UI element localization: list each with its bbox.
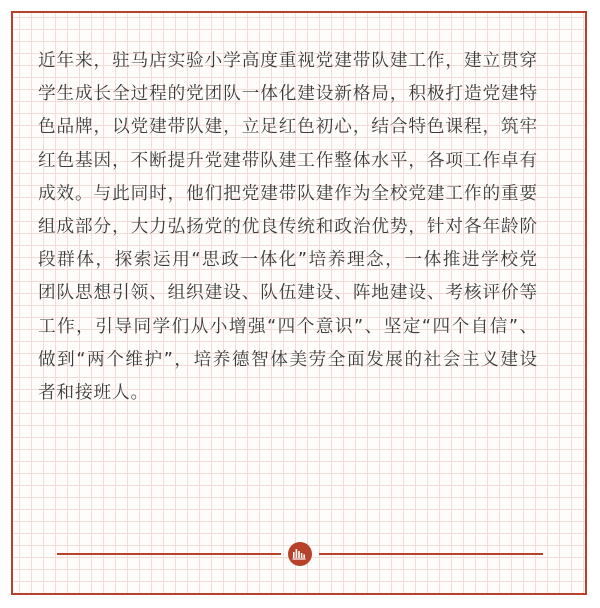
bar-chart-icon [288, 542, 312, 566]
article-paragraph: 近年来，驻马店实验小学高度重视党建带队建工作，建立贯穿学生成长全过程的党团队一体化建设新格局，积极打造党建特色品牌，以党建带队建，立足红色初心，结合特色课程，筑牢红色基因，不断提升党建带队建工作整体水平，各项工作卓有成效。与此同时，他们把党建带队建作为全校党建工作的重要组成部分，大力弘扬党的优良传统和政治优势，针对各年龄阶段群体，探索运用“思政一体化”培养理念，一体推进学校党团队思想引领、组织建设、队伍建设、阵地建设、考核评价等工作，引导同学们从小增强“四个意识”、坚定“四个自信”、做到“两个维护”，培养德智体美劳全面发展的社会主义建设者和接班人。 [38, 51, 538, 404]
article-card [11, 11, 587, 595]
divider-line-right [319, 553, 543, 555]
divider-badge [288, 542, 312, 566]
divider-line-left [57, 553, 281, 555]
section-divider [57, 542, 543, 566]
